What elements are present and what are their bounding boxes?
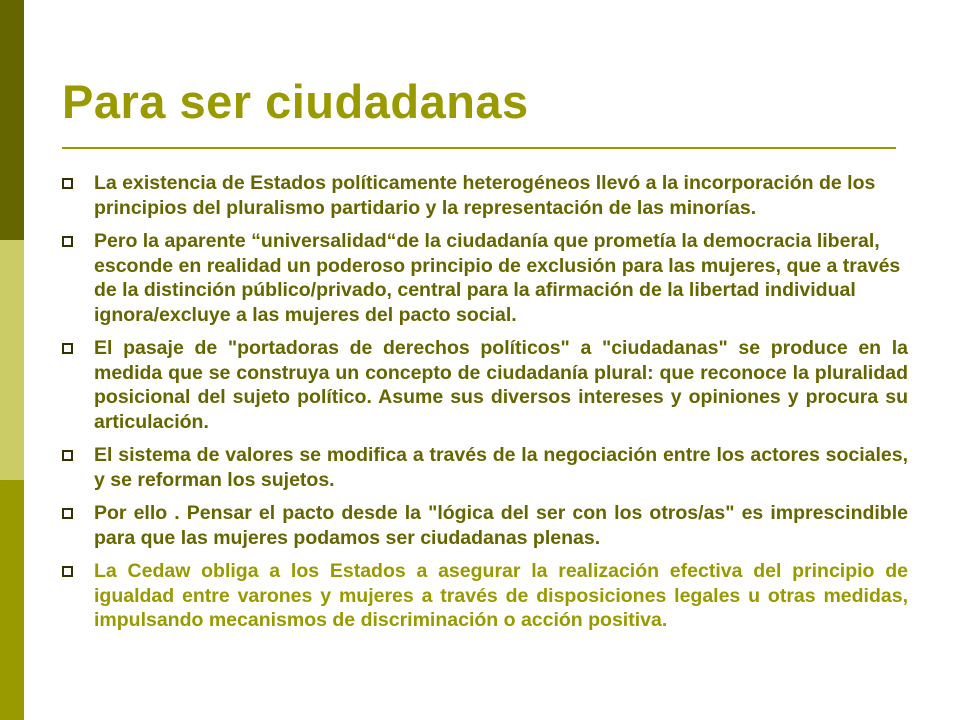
bullet-text: Pero la aparente “universalidad“de la ciudadanía que prometía la democracia liberal, esconde en realidad un poderoso principio de exclusión para las mujeres, que a través de la distinción público/privado, central para la afirmación de la libertad individual ignora/excluye a las mujeres del pacto social.	[94, 230, 901, 326]
bullet-text: La Cedaw obliga a los Estados a asegurar la realización efectiva del principio de igualdad entre varones y mujeres a través de disposiciones legales u otras medidas, impulsando mecanismos de discriminación o acción positiva.	[94, 560, 908, 631]
bullet-text: El sistema de valores se modifica a través de la negociación entre los actores sociales, y se reforman los sujetos.	[94, 444, 908, 491]
square-bullet-icon	[62, 566, 73, 577]
title-underline	[62, 147, 896, 149]
bullet-item	[62, 336, 908, 434]
bullet-item	[62, 443, 908, 492]
bullet-list	[62, 171, 908, 642]
square-bullet-icon	[62, 178, 73, 189]
square-bullet-icon	[62, 508, 73, 519]
bullet-item	[62, 501, 908, 550]
bullet-text: Por ello . Pensar el pacto desde la "lógica del ser con los otros/as" es imprescindible para que las mujeres podamos ser ciudadanas plenas.	[94, 502, 908, 549]
slide-title: Para ser ciudadanas	[62, 75, 529, 128]
square-bullet-icon	[62, 343, 73, 354]
square-bullet-icon	[62, 450, 73, 461]
decorative-bar-bottom	[0, 480, 24, 720]
bullet-item	[62, 171, 908, 220]
bullet-text: El pasaje de "portadoras de derechos políticos" a "ciudadanas" se produce en la medida que se construya un concepto de ciudadanía plural: que reconoce la pluralidad posicional del sujeto político. Asume sus diversos intereses y opiniones y procura su articulación.	[94, 337, 908, 433]
bullet-item	[62, 559, 908, 633]
decorative-bar-middle	[0, 240, 24, 480]
bullet-item	[62, 229, 908, 327]
decorative-bar-top	[0, 0, 24, 240]
bullet-text: La existencia de Estados políticamente heterogéneos llevó a la incorporación de los principios del pluralismo partidario y la representación de las minorías.	[94, 172, 876, 219]
square-bullet-icon	[62, 236, 73, 247]
